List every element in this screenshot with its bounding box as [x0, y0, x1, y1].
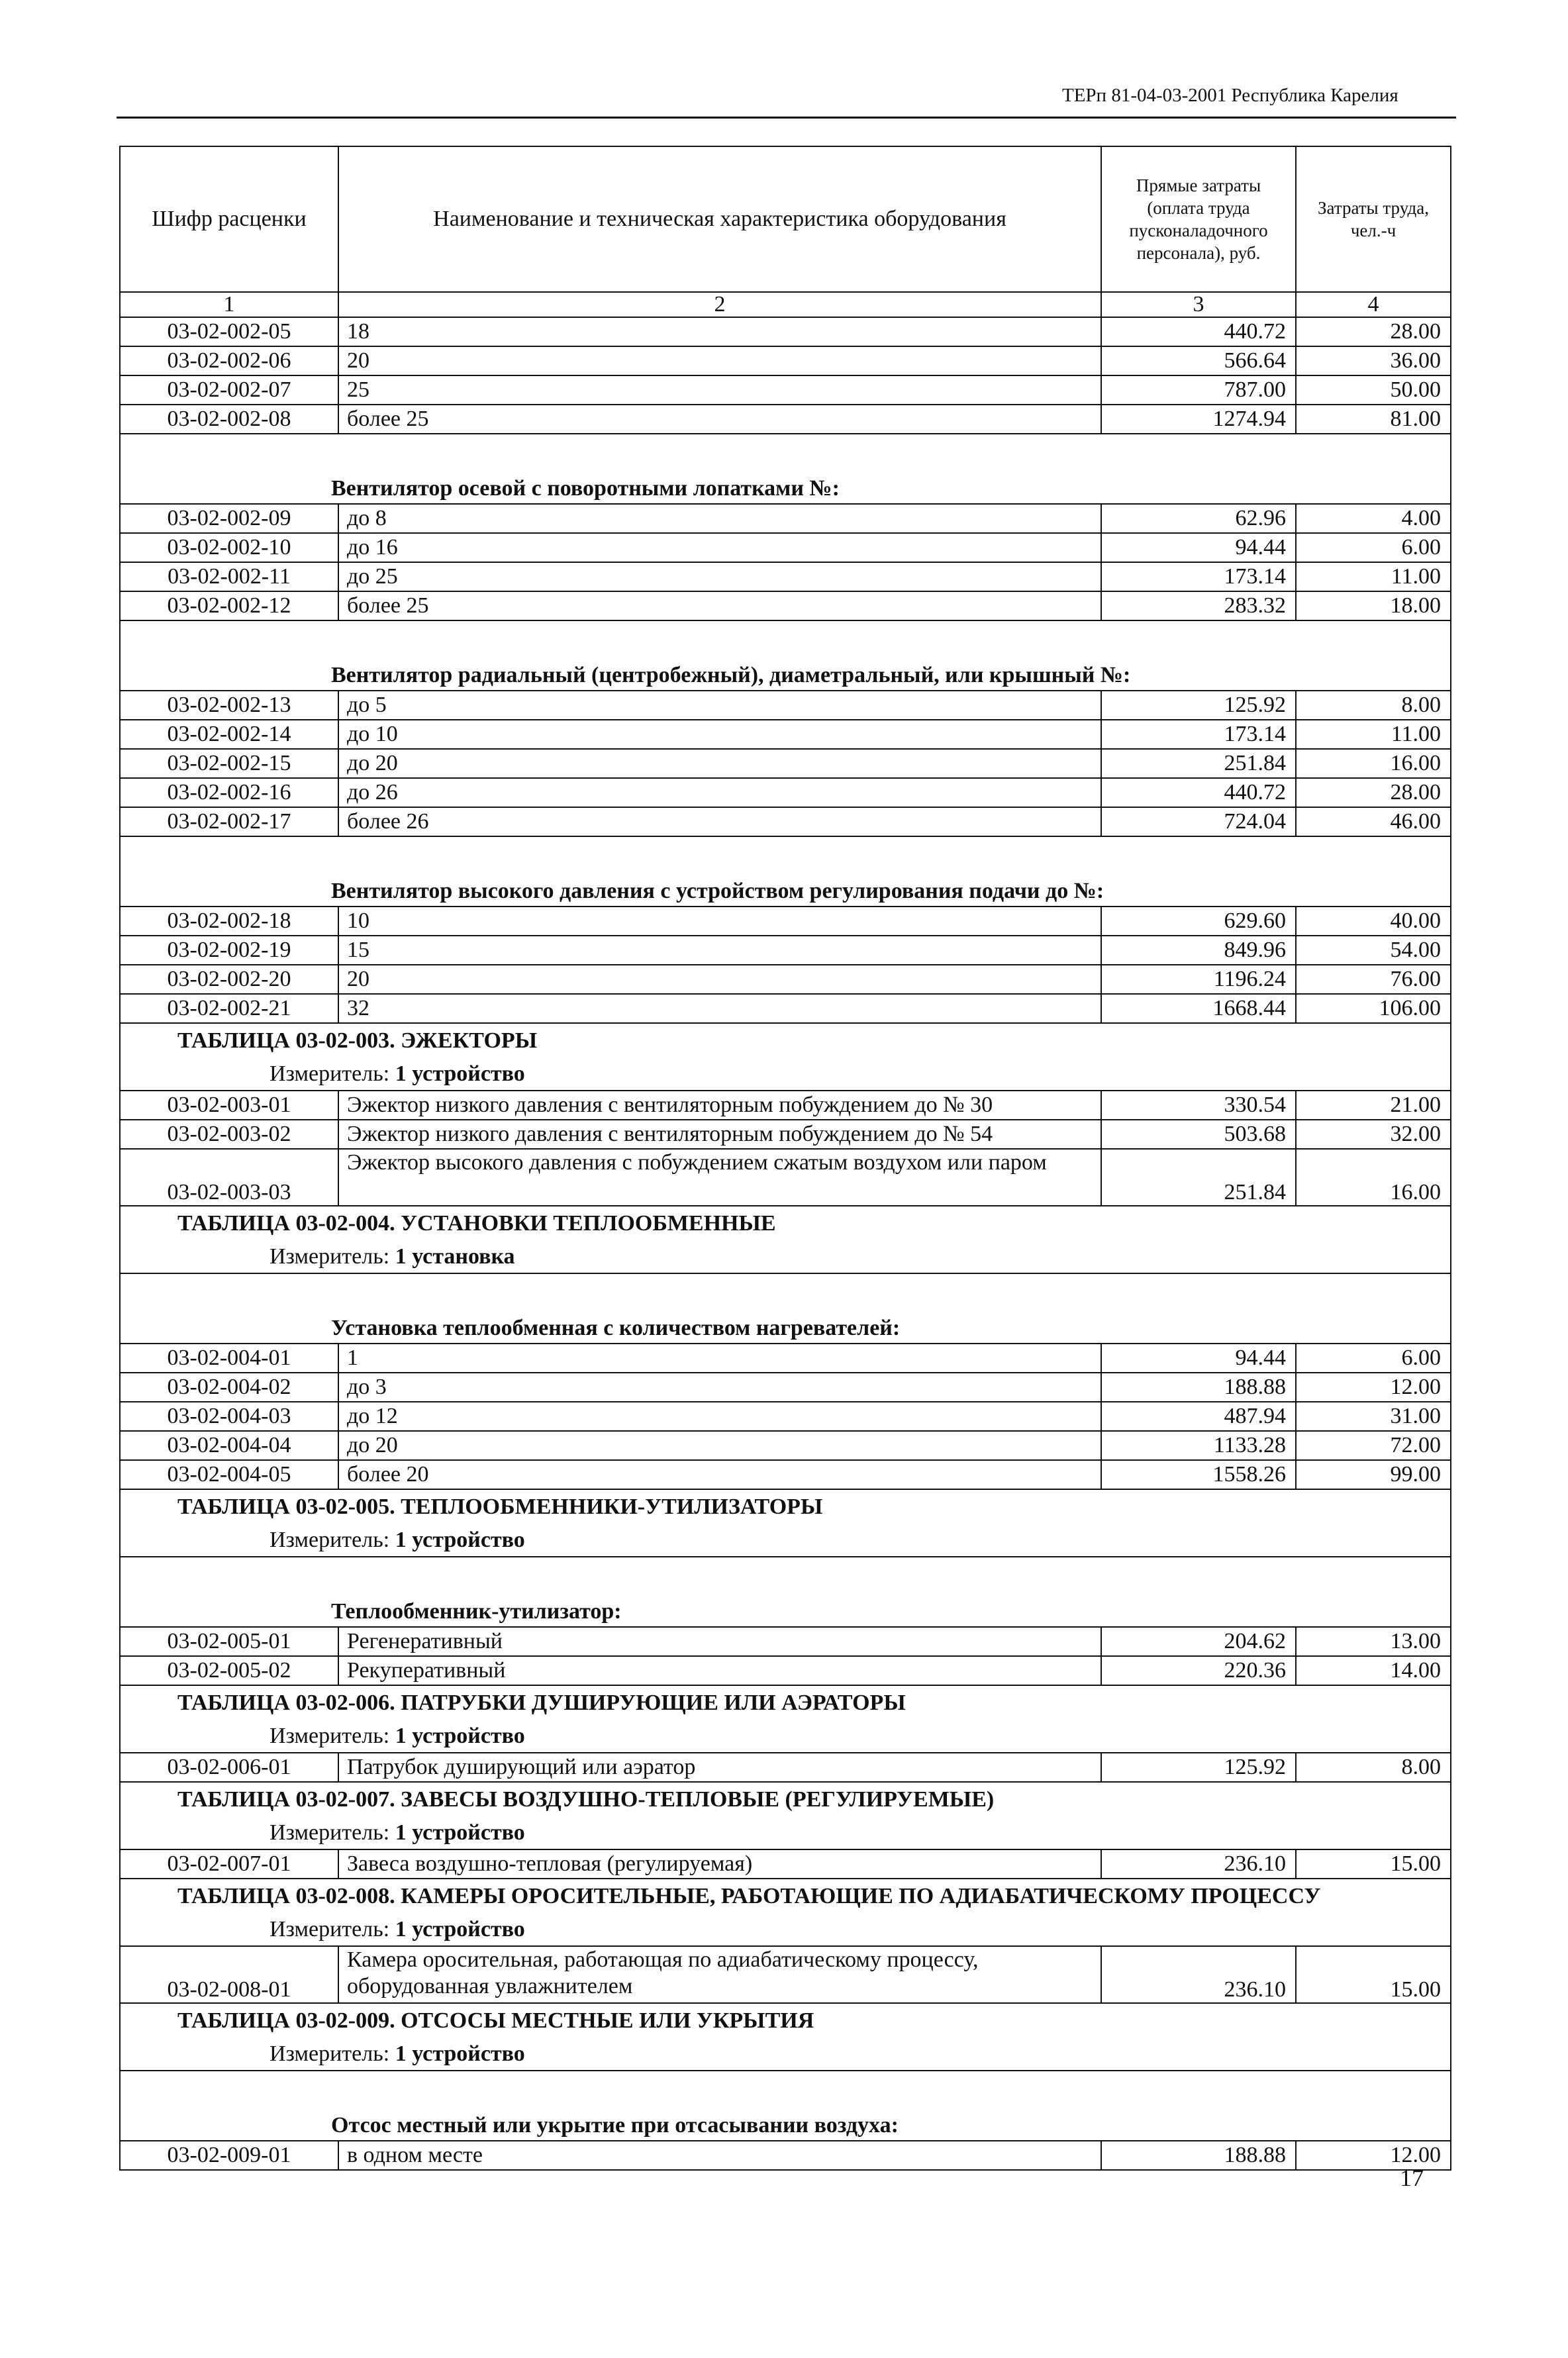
- table-row: [120, 1656, 1451, 1685]
- rate-code: 03-02-002-16: [120, 778, 338, 807]
- direct-cost: 487.94: [1101, 1402, 1296, 1431]
- meter-value: 1 устройство: [395, 1528, 525, 1552]
- direct-cost: 251.84: [1101, 1149, 1296, 1206]
- meter: [120, 1720, 1451, 1753]
- labor-cost: 6.00: [1296, 533, 1451, 562]
- table-row: [120, 533, 1451, 562]
- rate-code: 03-02-004-02: [120, 1373, 338, 1402]
- equipment-name: до 3: [338, 1373, 1101, 1402]
- meter-row: [120, 1058, 1451, 1091]
- table-row: [120, 1149, 1451, 1206]
- rate-code: 03-02-002-14: [120, 720, 338, 749]
- direct-cost: 125.92: [1101, 691, 1296, 720]
- rate-code: 03-02-003-02: [120, 1120, 338, 1149]
- rate-code: 03-02-002-13: [120, 691, 338, 720]
- table-row: [120, 1344, 1451, 1373]
- table-row: [120, 2141, 1451, 2170]
- labor-cost: 6.00: [1296, 1344, 1451, 1373]
- group-heading: Отсос местный или укрытие при отсасывании воздуха:: [120, 2071, 1451, 2141]
- equipment-name: 32: [338, 994, 1101, 1023]
- rate-code: 03-02-002-11: [120, 562, 338, 591]
- table-title-row: [120, 1782, 1451, 1817]
- labor-cost: 32.00: [1296, 1120, 1451, 1149]
- meter-label: Измеритель:: [270, 1724, 390, 1748]
- meter-value: 1 устройство: [395, 1724, 525, 1748]
- direct-cost: 787.00: [1101, 375, 1296, 405]
- table-title: ТАБЛИЦА 03-02-005. ТЕПЛООБМЕННИКИ-УТИЛИЗАТОРЫ: [120, 1489, 1451, 1524]
- labor-cost: 72.00: [1296, 1431, 1451, 1460]
- labor-cost: 81.00: [1296, 405, 1451, 434]
- direct-cost: 440.72: [1101, 778, 1296, 807]
- direct-cost: 440.72: [1101, 317, 1296, 346]
- table-row: [120, 1120, 1451, 1149]
- equipment-name: до 26: [338, 778, 1101, 807]
- table-row: [120, 994, 1451, 1023]
- meter-value: 1 устройство: [395, 2041, 525, 2066]
- rate-code: 03-02-006-01: [120, 1753, 338, 1782]
- column-header-labor: Затраты труда, чел.-ч: [1296, 146, 1451, 292]
- direct-cost: 173.14: [1101, 720, 1296, 749]
- table-row: [120, 720, 1451, 749]
- table-row: [120, 1431, 1451, 1460]
- header-rule: [117, 117, 1456, 119]
- equipment-name: Эжектор низкого давления с вентиляторным побуждением до № 54: [338, 1120, 1101, 1149]
- meter-row: [120, 1817, 1451, 1849]
- direct-cost: 62.96: [1101, 504, 1296, 533]
- rate-code: 03-02-002-19: [120, 936, 338, 965]
- equipment-name: 10: [338, 907, 1101, 936]
- direct-cost: 236.10: [1101, 1849, 1296, 1879]
- labor-cost: 36.00: [1296, 346, 1451, 375]
- labor-cost: 15.00: [1296, 1946, 1451, 2003]
- table-row: [120, 405, 1451, 434]
- meter: [120, 1058, 1451, 1091]
- labor-cost: 15.00: [1296, 1849, 1451, 1879]
- meter-value: 1 устройство: [395, 1820, 525, 1845]
- table-row: [120, 317, 1451, 346]
- labor-cost: 31.00: [1296, 1402, 1451, 1431]
- direct-cost: 566.64: [1101, 346, 1296, 375]
- column-header-name: Наименование и техническая характеристика оборудования: [338, 146, 1101, 292]
- table-row: [120, 375, 1451, 405]
- table-body: [120, 317, 1451, 2170]
- labor-cost: 76.00: [1296, 965, 1451, 994]
- direct-cost: 283.32: [1101, 591, 1296, 620]
- rate-code: 03-02-004-05: [120, 1460, 338, 1489]
- table-title-row: [120, 1879, 1451, 1914]
- equipment-name: более 26: [338, 807, 1101, 836]
- equipment-name: Регенеративный: [338, 1627, 1101, 1656]
- meter-label: Измеритель:: [270, 2041, 390, 2066]
- direct-cost: 1274.94: [1101, 405, 1296, 434]
- column-header-cost: Прямые затраты (оплата труда пусконаладочного персонала), руб.: [1101, 146, 1296, 292]
- equipment-name: до 20: [338, 1431, 1101, 1460]
- equipment-name: до 12: [338, 1402, 1101, 1431]
- equipment-name: 20: [338, 965, 1101, 994]
- rate-code: 03-02-002-10: [120, 533, 338, 562]
- rate-code: 03-02-004-03: [120, 1402, 338, 1431]
- rate-code: 03-02-007-01: [120, 1849, 338, 1879]
- direct-cost: 94.44: [1101, 1344, 1296, 1373]
- rate-code: 03-02-009-01: [120, 2141, 338, 2170]
- table-row: [120, 907, 1451, 936]
- meter: [120, 1524, 1451, 1557]
- labor-cost: 99.00: [1296, 1460, 1451, 1489]
- table-row: [120, 1753, 1451, 1782]
- rate-code: 03-02-002-21: [120, 994, 338, 1023]
- group-heading-row: [120, 2071, 1451, 2141]
- table-row: [120, 1373, 1451, 1402]
- table-row: [120, 1460, 1451, 1489]
- table-title-row: [120, 1023, 1451, 1058]
- equipment-name: 15: [338, 936, 1101, 965]
- document-header: ТЕРп 81-04-03-2001 Республика Карелия: [1062, 85, 1398, 106]
- table-title: ТАБЛИЦА 03-02-008. КАМЕРЫ ОРОСИТЕЛЬНЫЕ, РАБОТАЮЩИЕ ПО АДИАБАТИЧЕСКОМУ ПРОЦЕССУ: [120, 1879, 1451, 1914]
- table-title-row: [120, 1489, 1451, 1524]
- meter: [120, 1914, 1451, 1946]
- group-heading-row: [120, 836, 1451, 907]
- equipment-name: до 8: [338, 504, 1101, 533]
- meter-row: [120, 2038, 1451, 2071]
- column-number-3: 3: [1101, 292, 1296, 317]
- labor-cost: 21.00: [1296, 1091, 1451, 1120]
- column-header-code: Шифр расценки: [120, 146, 338, 292]
- labor-cost: 12.00: [1296, 1373, 1451, 1402]
- equipment-name: до 5: [338, 691, 1101, 720]
- rate-code: 03-02-002-12: [120, 591, 338, 620]
- rate-code: 03-02-002-06: [120, 346, 338, 375]
- rate-code: 03-02-002-20: [120, 965, 338, 994]
- table-title-row: [120, 1206, 1451, 1241]
- rate-code: 03-02-003-01: [120, 1091, 338, 1120]
- group-heading: Вентилятор высокого давления с устройством регулирования подачи до №:: [120, 836, 1451, 907]
- meter-row: [120, 1914, 1451, 1946]
- labor-cost: 8.00: [1296, 691, 1451, 720]
- direct-cost: 849.96: [1101, 936, 1296, 965]
- equipment-name: Патрубок душирующий или аэратор: [338, 1753, 1101, 1782]
- group-heading-row: [120, 620, 1451, 691]
- group-heading-row: [120, 434, 1451, 504]
- equipment-name: Камера оросительная, работающая по адиабатическому процессу, оборудованная увлажнителем: [338, 1946, 1101, 2003]
- equipment-name: в одном месте: [338, 2141, 1101, 2170]
- table-row: [120, 562, 1451, 591]
- table-title: ТАБЛИЦА 03-02-004. УСТАНОВКИ ТЕПЛООБМЕННЫЕ: [120, 1206, 1451, 1241]
- table-row: [120, 691, 1451, 720]
- direct-cost: 204.62: [1101, 1627, 1296, 1656]
- labor-cost: 4.00: [1296, 504, 1451, 533]
- meter-value: 1 устройство: [395, 1917, 525, 1941]
- equipment-name: 20: [338, 346, 1101, 375]
- meter-row: [120, 1241, 1451, 1273]
- equipment-name: до 20: [338, 749, 1101, 778]
- labor-cost: 18.00: [1296, 591, 1451, 620]
- rate-code: 03-02-005-02: [120, 1656, 338, 1685]
- rate-code: 03-02-002-15: [120, 749, 338, 778]
- rate-code: 03-02-002-17: [120, 807, 338, 836]
- table-title: ТАБЛИЦА 03-02-007. ЗАВЕСЫ ВОЗДУШНО-ТЕПЛОВЫЕ (РЕГУЛИРУЕМЫЕ): [120, 1782, 1451, 1817]
- labor-cost: 11.00: [1296, 720, 1451, 749]
- direct-cost: 188.88: [1101, 1373, 1296, 1402]
- meter: [120, 1817, 1451, 1849]
- group-heading: Вентилятор радиальный (центробежный), диаметральный, или крышный №:: [120, 620, 1451, 691]
- equipment-name: до 10: [338, 720, 1101, 749]
- equipment-name: более 20: [338, 1460, 1101, 1489]
- table-row: [120, 1627, 1451, 1656]
- equipment-name: Завеса воздушно-тепловая (регулируемая): [338, 1849, 1101, 1879]
- direct-cost: 220.36: [1101, 1656, 1296, 1685]
- group-heading: Вентилятор осевой с поворотными лопатками №:: [120, 434, 1451, 504]
- rate-code: 03-02-002-05: [120, 317, 338, 346]
- labor-cost: 40.00: [1296, 907, 1451, 936]
- group-heading-row: [120, 1273, 1451, 1344]
- direct-cost: 629.60: [1101, 907, 1296, 936]
- labor-cost: 11.00: [1296, 562, 1451, 591]
- labor-cost: 16.00: [1296, 1149, 1451, 1206]
- rate-code: 03-02-005-01: [120, 1627, 338, 1656]
- direct-cost: 173.14: [1101, 562, 1296, 591]
- equipment-name: более 25: [338, 405, 1101, 434]
- meter-row: [120, 1524, 1451, 1557]
- table-row: [120, 591, 1451, 620]
- rate-code: 03-02-004-01: [120, 1344, 338, 1373]
- table-row: [120, 1946, 1451, 2003]
- equipment-name: до 25: [338, 562, 1101, 591]
- table-row: [120, 1402, 1451, 1431]
- direct-cost: 1196.24: [1101, 965, 1296, 994]
- table-row: [120, 504, 1451, 533]
- table-title-row: [120, 1685, 1451, 1720]
- rate-code: 03-02-004-04: [120, 1431, 338, 1460]
- direct-cost: 1558.26: [1101, 1460, 1296, 1489]
- rate-code: 03-02-002-07: [120, 375, 338, 405]
- rates-table: [119, 146, 1451, 2171]
- group-heading: Установка теплообменная с количеством нагревателей:: [120, 1273, 1451, 1344]
- table-row: [120, 965, 1451, 994]
- page-number: 17: [1400, 2165, 1424, 2191]
- table-title: ТАБЛИЦА 03-02-006. ПАТРУБКИ ДУШИРУЮЩИЕ ИЛИ АЭРАТОРЫ: [120, 1685, 1451, 1720]
- labor-cost: 106.00: [1296, 994, 1451, 1023]
- equipment-name: Рекуперативный: [338, 1656, 1101, 1685]
- direct-cost: 188.88: [1101, 2141, 1296, 2170]
- equipment-name: до 16: [338, 533, 1101, 562]
- table-row: [120, 1091, 1451, 1120]
- equipment-name: 1: [338, 1344, 1101, 1373]
- direct-cost: 1133.28: [1101, 1431, 1296, 1460]
- direct-cost: 1668.44: [1101, 994, 1296, 1023]
- labor-cost: 54.00: [1296, 936, 1451, 965]
- meter-label: Измеритель:: [270, 1244, 390, 1269]
- meter-label: Измеритель:: [270, 1528, 390, 1552]
- table-row: [120, 1849, 1451, 1879]
- labor-cost: 28.00: [1296, 778, 1451, 807]
- table-row: [120, 778, 1451, 807]
- labor-cost: 8.00: [1296, 1753, 1451, 1782]
- table-title: ТАБЛИЦА 03-02-009. ОТСОСЫ МЕСТНЫЕ ИЛИ УКРЫТИЯ: [120, 2003, 1451, 2038]
- table-row: [120, 936, 1451, 965]
- rate-code: 03-02-002-18: [120, 907, 338, 936]
- labor-cost: 50.00: [1296, 375, 1451, 405]
- column-number-1: 1: [120, 292, 338, 317]
- labor-cost: 16.00: [1296, 749, 1451, 778]
- equipment-name: Эжектор высокого давления с побуждением сжатым воздухом или паром: [338, 1149, 1101, 1206]
- direct-cost: 236.10: [1101, 1946, 1296, 2003]
- labor-cost: 14.00: [1296, 1656, 1451, 1685]
- direct-cost: 724.04: [1101, 807, 1296, 836]
- direct-cost: 330.54: [1101, 1091, 1296, 1120]
- equipment-name: 18: [338, 317, 1101, 346]
- meter-row: [120, 1720, 1451, 1753]
- equipment-name: более 25: [338, 591, 1101, 620]
- meter: [120, 1241, 1451, 1273]
- group-heading-row: [120, 1557, 1451, 1627]
- labor-cost: 46.00: [1296, 807, 1451, 836]
- rate-code: 03-02-008-01: [120, 1946, 338, 2003]
- direct-cost: 251.84: [1101, 749, 1296, 778]
- rate-code: 03-02-003-03: [120, 1149, 338, 1206]
- table-row: [120, 807, 1451, 836]
- group-heading: Теплообменник-утилизатор:: [120, 1557, 1451, 1627]
- labor-cost: 28.00: [1296, 317, 1451, 346]
- meter-value: 1 устройство: [395, 1061, 525, 1086]
- meter-label: Измеритель:: [270, 1820, 390, 1845]
- column-number-2: 2: [338, 292, 1101, 317]
- meter-label: Измеритель:: [270, 1917, 390, 1941]
- direct-cost: 94.44: [1101, 533, 1296, 562]
- rate-code: 03-02-002-08: [120, 405, 338, 434]
- labor-cost: 13.00: [1296, 1627, 1451, 1656]
- equipment-name: Эжектор низкого давления с вентиляторным побуждением до № 30: [338, 1091, 1101, 1120]
- table-row: [120, 346, 1451, 375]
- table-title: ТАБЛИЦА 03-02-003. ЭЖЕКТОРЫ: [120, 1023, 1451, 1058]
- meter: [120, 2038, 1451, 2071]
- table-row: [120, 749, 1451, 778]
- equipment-name: 25: [338, 375, 1101, 405]
- direct-cost: 125.92: [1101, 1753, 1296, 1782]
- rate-code: 03-02-002-09: [120, 504, 338, 533]
- labor-cost: 12.00: [1296, 2141, 1451, 2170]
- meter-label: Измеритель:: [270, 1061, 390, 1086]
- column-number-4: 4: [1296, 292, 1451, 317]
- table-title-row: [120, 2003, 1451, 2038]
- meter-value: 1 установка: [395, 1244, 515, 1269]
- direct-cost: 503.68: [1101, 1120, 1296, 1149]
